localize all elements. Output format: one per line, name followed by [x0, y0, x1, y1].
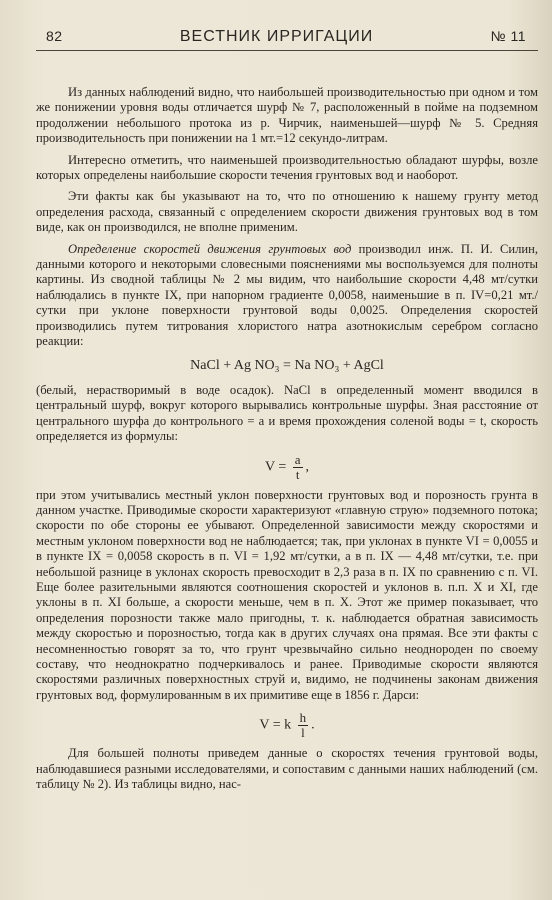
darcy-numerator: h: [299, 710, 307, 726]
darcy-formula-tail: .: [311, 717, 315, 733]
velocity-formula-tail: ,: [305, 459, 310, 475]
paragraph-4: [36, 242, 538, 350]
page-number: 82: [46, 28, 63, 44]
section-lead: Определение скоростей движения грунтовых вод: [68, 241, 352, 256]
darcy-formula: [36, 711, 538, 740]
paragraph-2: Интересно отметить, что наименьшей производительностью обладают шурфы, возле которых определены наибольшие скорости течения грунтовых вод и наоборот.: [36, 152, 538, 183]
velocity-formula: [36, 453, 538, 482]
page-header: [36, 28, 538, 51]
paragraph-3: Эти факты как бы указывают на то, что по отношению к нашему грунту метод определения расхода, связанный с определением скорости движения грунтовых вод в том виде, как он производился, не вполне применим.: [36, 189, 538, 235]
paragraph-7: Для большей полноты приведем данные о скоростях течения грунтовой воды, наблюдавшиеся разными исследователями, и сопоставим с данными наших наблюдений (см. таблицу № 2). Из таблицы видно, нас-: [36, 746, 538, 792]
paragraph-1: Из данных наблюдений видно, что наибольшей производительностью при одном и том же понижении уровня воды отличается шурф № 7, расположенный в пойме на подземном продолжении небольшого протока из р. Чирчик, наименьшей—шурф № 5. Средняя производительность при понижении на 1 мт.=12 секундо-литрам.: [36, 85, 538, 146]
darcy-fraction: [298, 711, 309, 740]
paragraph-4-text: производил инж. П. И. Силин, данными которого и некоторыми словесными пояснениями мы воспользуемся для полноты картины. Из сводной таблицы № 2 мы видим, что наибольшие скорости 4,48 мт/сутки наблюдались в пункте IX, при напорном градиенте 0,0058, наименьшие в п. IV=0,21 мт./сутки при уклоне поверхности грунтовой воды 0,0025. Определения скоростей производились путем титрования хлористого натра азотнокислым серебром согласно реакции:: [36, 241, 539, 349]
article-body: [36, 85, 538, 792]
paragraph-5: (белый, нерастворимый в воде осадок). NaCl в определенный момент вводился в центральный шурф, вокруг которого вырывались контрольные шурфы. Зная расстояние от центрального шурфа до контрольного = a и время прохождения соленой воды = t, скорость определяется из формулы:: [36, 382, 538, 444]
velocity-fraction: [293, 453, 303, 482]
velocity-denominator: t: [295, 466, 300, 482]
journal-title: ВЕСТНИК ИРРИГАЦИИ: [179, 28, 374, 45]
darcy-denominator: l: [301, 725, 305, 741]
chemical-reaction: NaCl + Ag NO₃ = Na NO₃ + AgCl: [190, 357, 384, 373]
velocity-numerator: a: [294, 451, 301, 467]
paragraph-6: при этом учитывались местный уклон поверхности грунтовых вод и порозность грунта в данном участке. Приводимые скорости характеризуют «главную струю» подземного потока; скорости по обе стороны ее убывают. Определенной зависимости между скоростями и местным уклоном поверхности вод не наблюдается; так, при уклонах в пункте VI = 0,0055 и в пункте IX = 0,0058 скорость в п. VI = 1,92 мт/сутки, а в п. IX — 4,48 мт/сутки, т.е. при небольшой разнице в уклонах скорость превосходит в 2,3 раза в п. IX по сравнению с п. VI. Еще более разительными являются соотношения скоростей и уклонов в. п.п. X и XI, где уклоны в п. XI больше, а скорости меньше, чем в п. X. Этот же пример показывает, что определения порозности также мало пригодны, т. к. наблюдается обратная зависимость между скоростью и порозностью, тогда как в других случаях она прямая. Все эти факты с несомненностью говорят за то, что грунт чрезвычайно сильно неоднороден по своему составу, что неоднократно подчеркивалось и ранее. Приводимые скорости являются скоростями различных поверхностных струй и, видимо, не подчинены законам движения грунтовых вод, формулированным в их примитиве еще в 1856 г. Дарси:: [36, 487, 538, 702]
velocity-formula-lhs: V =: [264, 459, 287, 475]
darcy-formula-lhs: V = k: [259, 717, 292, 733]
issue-number: № 11: [490, 28, 526, 44]
